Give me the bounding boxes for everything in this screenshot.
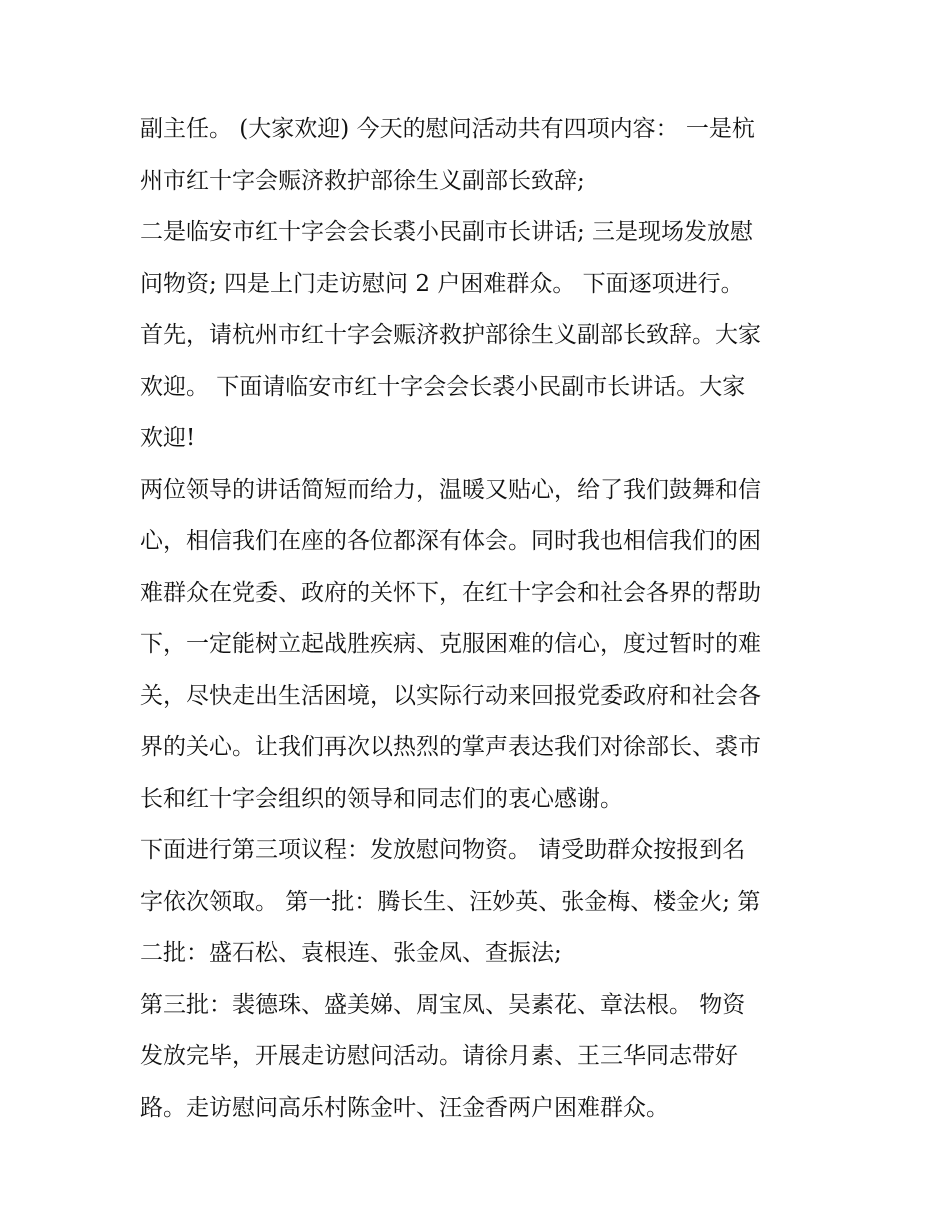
text-line: 难群众在党委、政府的关怀下，在红十字会和社会各界的帮助: [140, 579, 761, 606]
text-line: 二是临安市红十字会会长裘小民副市长讲话; 三是现场发放慰: [140, 219, 754, 245]
text-line: 下，一定能树立起战胜疾病、克服困难的信心，度过暂时的难: [140, 631, 761, 657]
text-line: 下面进行第三项议程：发放慰问物资。 请受助群众按报到名: [140, 837, 746, 863]
text-line: 心，相信我们在座的各位都深有体会。同时我也相信我们的困: [140, 528, 761, 554]
document-body: [140, 104, 830, 1134]
text-line: 州市红十字会赈济救护部徐生义副部长致辞;: [140, 167, 585, 194]
text-line: 界的关心。让我们再次以热烈的掌声表达我们对徐部长、裘市: [140, 734, 761, 760]
text-line: 首先，请杭州市红十字会赈济救护部徐生义副部长致辞。大家: [140, 322, 761, 348]
text-line: 关，尽快走出生活困境，以实际行动来回报党委政府和社会各: [140, 682, 761, 709]
text-line: 发放完毕，开展走访慰问活动。请徐月素、王三华同志带好: [140, 1043, 738, 1069]
text-line: 长和红十字会组织的领导和同志们的衷心感谢。: [140, 785, 623, 812]
text-line: 副主任。 (大家欢迎) 今天的慰问活动共有四项内容： 一是杭: [140, 116, 755, 142]
text-line: 欢迎。 下面请临安市红十字会会长裘小民副市长讲话。大家: [140, 373, 746, 400]
text-line: 二批：盛石松、袁根连、张金凤、查振法;: [140, 940, 562, 966]
text-line: 欢迎!: [140, 425, 196, 451]
text-line: 路。走访慰问高乐村陈金叶、汪金香两户困难群众。: [140, 1094, 669, 1121]
text-line: 问物资; 四是上门走访慰问 2 户困难群众。 下面逐项进行。: [140, 270, 744, 297]
text-line: 两位领导的讲话简短而给力，温暖又贴心，给了我们鼓舞和信: [140, 476, 761, 503]
text-line: 字依次领取。 第一批：腾长生、汪妙英、张金梅、楼金火; 第: [140, 888, 761, 915]
text-line: 第三批：裴德珠、盛美娣、周宝凤、吴素花、章法根。 物资: [140, 991, 746, 1018]
